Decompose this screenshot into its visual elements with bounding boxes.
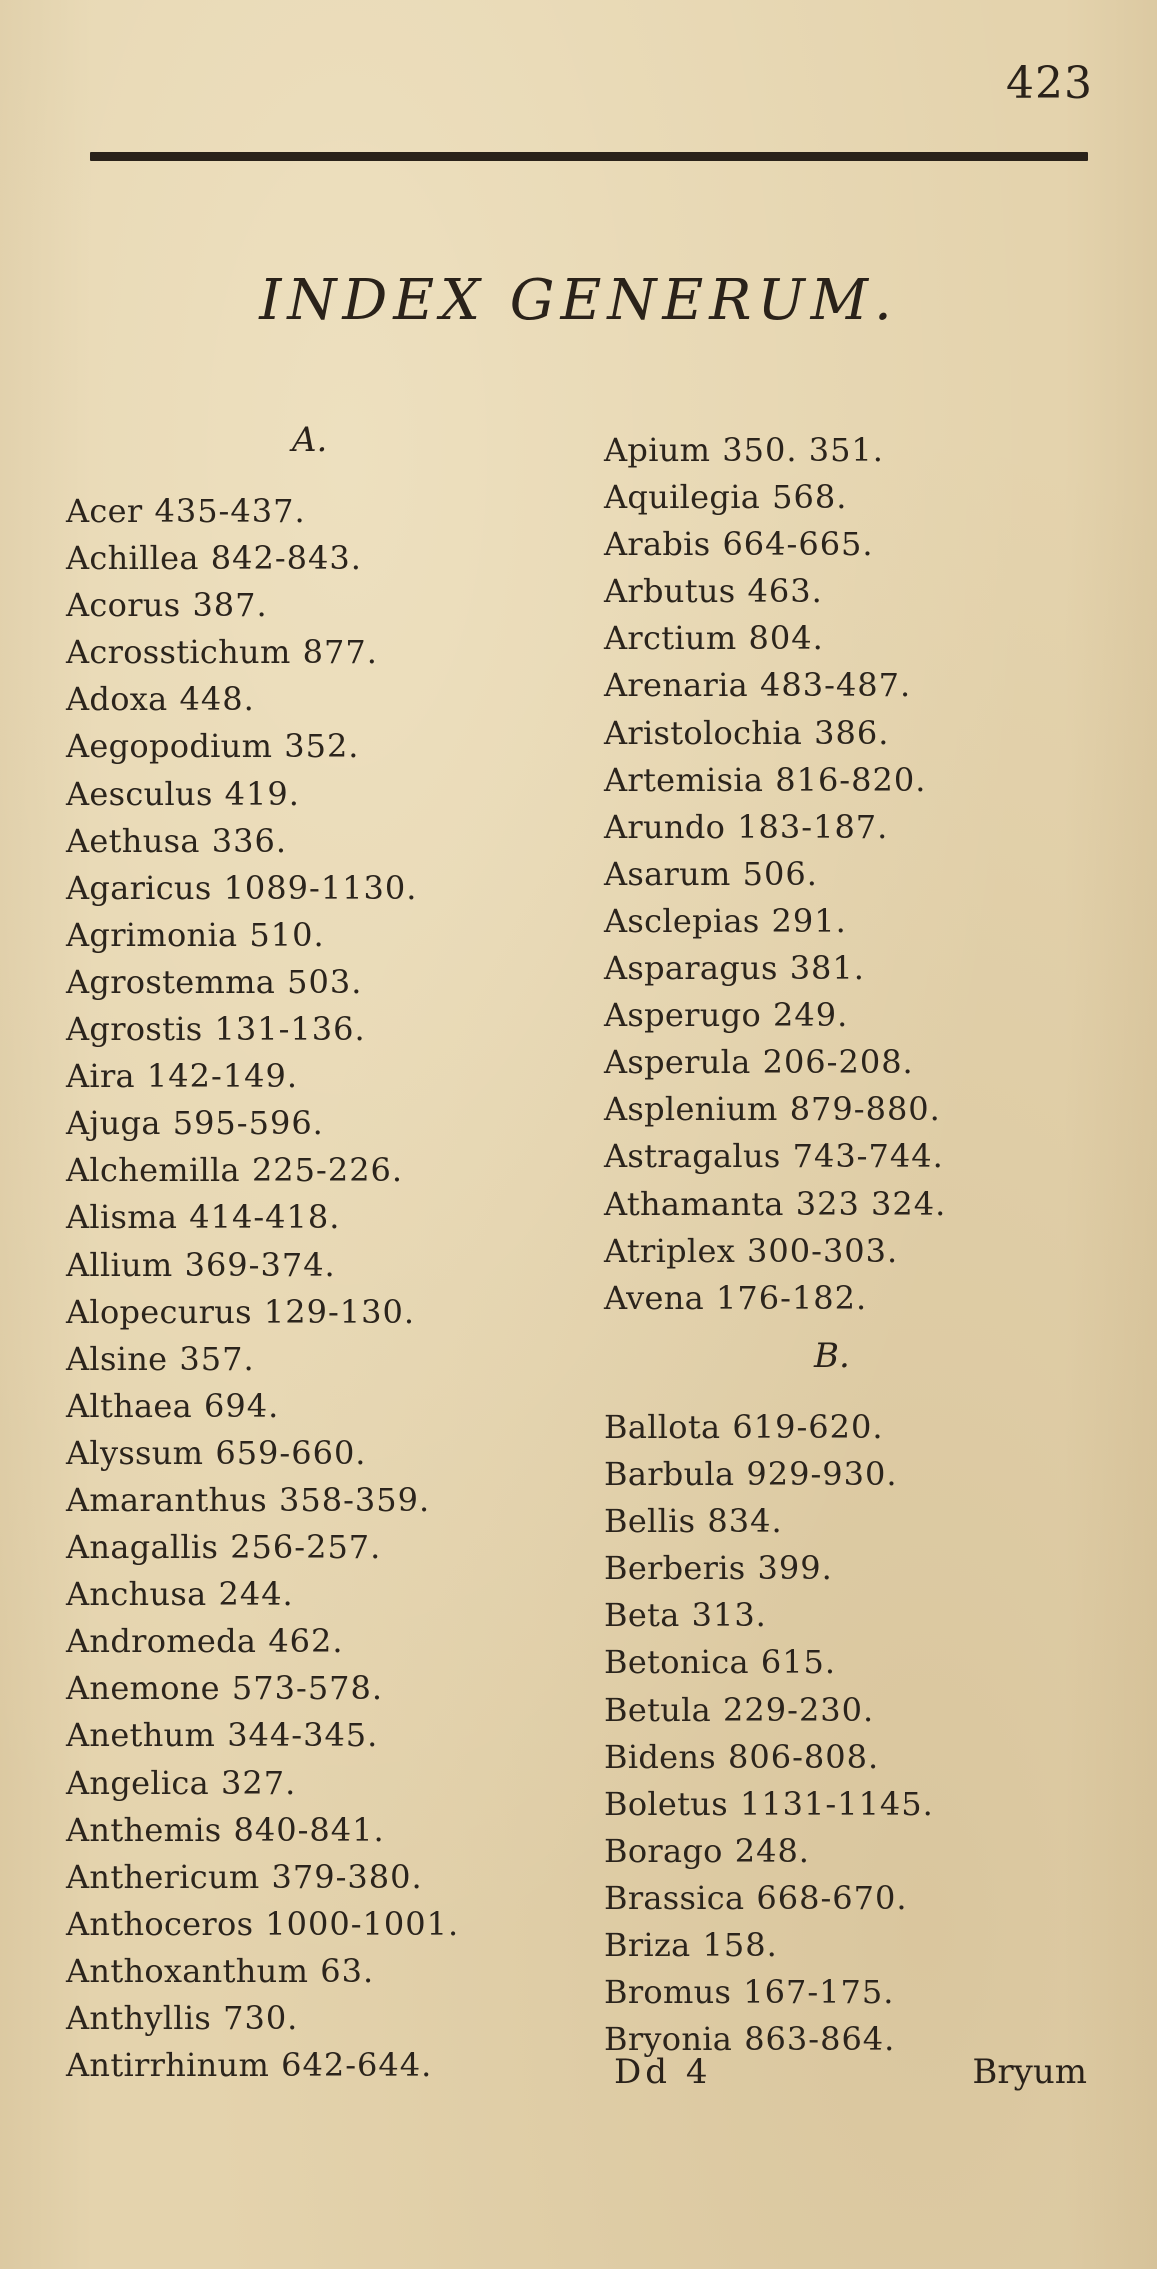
section-heading-b: B. xyxy=(814,1336,850,1376)
index-entry xyxy=(604,521,946,568)
page-reference: 131-136. xyxy=(214,1010,366,1049)
genus-name: Briza xyxy=(604,1926,691,1965)
genus-name: Agrostemma xyxy=(66,962,276,1001)
index-entry xyxy=(66,818,459,865)
genus-name: Alopecurus xyxy=(66,1292,252,1331)
index-entry xyxy=(604,1969,934,2016)
genus-name: Asclepias xyxy=(604,901,760,940)
index-entry xyxy=(604,615,946,662)
genus-name: Aquilegia xyxy=(604,478,761,517)
genus-name: Anthericum xyxy=(66,1857,260,1896)
genus-name: Arundo xyxy=(604,807,726,846)
page-reference: 244. xyxy=(218,1575,294,1614)
entry-list-a-right xyxy=(604,427,946,1322)
genus-name: Acrosstichum xyxy=(66,633,291,672)
index-entry xyxy=(604,851,946,898)
signature-mark: Dd 4 xyxy=(614,2052,712,2092)
page-reference: 730. xyxy=(223,1999,299,2037)
index-entry xyxy=(604,1875,934,1922)
page-reference: 510. xyxy=(249,915,325,954)
page-reference: 664-665. xyxy=(722,525,874,564)
index-entry xyxy=(66,1948,459,1995)
page-reference: 256-257. xyxy=(230,1528,382,1567)
genus-name: Achillea xyxy=(66,539,199,578)
index-entry xyxy=(604,1592,934,1639)
index-entry xyxy=(604,1687,934,1734)
index-entry xyxy=(66,488,459,535)
index-entry xyxy=(604,1734,934,1781)
page-reference: 387. xyxy=(192,586,268,625)
genus-name: Aira xyxy=(66,1057,135,1096)
page-reference: 313. xyxy=(691,1596,767,1635)
genus-name: Atriplex xyxy=(604,1231,736,1270)
genus-name: Anthemis xyxy=(66,1810,222,1849)
page-reference: 842-843. xyxy=(210,539,362,578)
index-entry xyxy=(66,2042,459,2089)
genus-name: Betonica xyxy=(604,1643,749,1682)
page-reference: 249. xyxy=(773,996,849,1035)
index-entry xyxy=(66,535,459,582)
page-reference: 176-182. xyxy=(716,1278,868,1317)
page-reference: 463. xyxy=(747,572,823,611)
index-entry xyxy=(66,1712,459,1759)
page-reference: 483-487. xyxy=(760,666,912,705)
genus-name: Brassica xyxy=(604,1878,745,1917)
index-entry xyxy=(604,1828,934,1875)
page-reference: 840-841. xyxy=(233,1810,385,1849)
index-entry xyxy=(66,1760,459,1807)
page-reference: 206-208. xyxy=(762,1043,914,1082)
genus-name: Andromeda xyxy=(66,1622,257,1661)
genus-name: Acorus xyxy=(66,586,181,625)
genus-name: Alyssum xyxy=(66,1433,204,1472)
page-reference: 1131-1145. xyxy=(739,1784,934,1823)
page-reference: 142-149. xyxy=(146,1057,299,1096)
genus-name: Arctium xyxy=(604,619,737,658)
index-entry xyxy=(604,1922,934,1969)
page-reference: 642-644. xyxy=(281,2046,433,2085)
page-number: 423 xyxy=(1006,58,1093,109)
index-entry xyxy=(66,1430,459,1477)
genus-name: Arabis xyxy=(604,525,711,564)
genus-name: Ajuga xyxy=(66,1104,161,1143)
page-reference: 659-660. xyxy=(215,1433,367,1472)
page-reference: 248. xyxy=(734,1831,810,1870)
genus-name: Agrostis xyxy=(66,1010,203,1049)
index-entry xyxy=(604,757,946,804)
index-entry xyxy=(66,771,459,818)
page-reference: 462. xyxy=(268,1622,344,1661)
page-reference: 419. xyxy=(224,774,300,813)
genus-name: Anthoceros xyxy=(66,1904,254,1943)
page-reference: 183-187. xyxy=(737,807,889,846)
genus-name: Betula xyxy=(604,1690,712,1729)
page-reference: 1000-1001. xyxy=(265,1904,460,1943)
page-reference: 414-418. xyxy=(189,1198,341,1237)
page-reference: 381. xyxy=(789,949,865,988)
genus-name: Alsine xyxy=(66,1339,168,1378)
index-entry xyxy=(66,1665,459,1712)
index-entry xyxy=(604,992,946,1039)
page-reference: 694. xyxy=(204,1386,280,1425)
index-entry xyxy=(604,945,946,992)
genus-name: Anthyllis xyxy=(66,1999,212,2037)
index-entry xyxy=(604,1781,934,1828)
catchword: Bryum xyxy=(972,2052,1087,2092)
page-reference: 806-808. xyxy=(728,1737,880,1776)
genus-name: Boletus xyxy=(604,1784,728,1823)
index-entry xyxy=(604,568,946,615)
page-reference: 63. xyxy=(320,1951,375,1990)
index-entry xyxy=(66,1854,459,1901)
genus-name: Berberis xyxy=(604,1549,746,1588)
header-rule xyxy=(90,152,1088,161)
page-reference: 399. xyxy=(757,1549,833,1588)
page-reference: 503. xyxy=(287,962,363,1001)
index-entry xyxy=(604,1545,934,1592)
genus-name: Althaea xyxy=(66,1386,193,1425)
index-entry xyxy=(66,1524,459,1571)
genus-name: Adoxa xyxy=(66,680,168,719)
index-entry xyxy=(604,427,946,474)
index-entry xyxy=(66,1618,459,1665)
page-reference: 834. xyxy=(707,1502,783,1541)
genus-name: Apium xyxy=(604,431,711,469)
index-entry xyxy=(66,1995,459,2042)
genus-name: Agrimonia xyxy=(66,915,238,954)
genus-name: Astragalus xyxy=(604,1137,781,1176)
genus-name: Asarum xyxy=(604,854,731,893)
index-entry xyxy=(66,1901,459,1948)
genus-name: Borago xyxy=(604,1831,723,1870)
page-reference: 369-374. xyxy=(184,1245,336,1284)
page-reference: 300-303. xyxy=(747,1231,899,1270)
page-reference: 804. xyxy=(748,619,824,658)
page-reference: 158. xyxy=(702,1926,778,1965)
genus-name: Alisma xyxy=(66,1198,178,1237)
index-entry xyxy=(604,1228,946,1275)
page-reference: 435-437. xyxy=(154,492,306,530)
index-title: INDEX GENERUM. xyxy=(259,268,898,333)
index-entry xyxy=(66,1477,459,1524)
genus-name: Asparagus xyxy=(604,949,778,988)
index-entry xyxy=(66,1100,459,1147)
page-reference: 568. xyxy=(772,478,848,517)
page-reference: 595-596. xyxy=(172,1104,324,1143)
genus-name: Anethum xyxy=(66,1716,216,1755)
page-reference: 816-820. xyxy=(775,760,927,799)
page-reference: 615. xyxy=(760,1643,837,1682)
index-entry xyxy=(604,1451,934,1498)
page-reference: 668-670. xyxy=(756,1878,908,1917)
index-entry xyxy=(604,1039,946,1086)
page-reference: 357. xyxy=(179,1339,255,1378)
index-entry xyxy=(604,1133,946,1180)
page-reference: 291. xyxy=(771,901,847,940)
index-entry xyxy=(66,1147,459,1194)
index-entry xyxy=(604,898,946,945)
index-entry xyxy=(66,723,459,770)
page-reference: 350. 351. xyxy=(722,431,884,469)
index-entry xyxy=(66,582,459,629)
genus-name: Artemisia xyxy=(604,760,764,799)
genus-name: Avena xyxy=(604,1278,705,1317)
index-entry xyxy=(604,1181,946,1228)
index-entry xyxy=(66,1006,459,1053)
index-entry xyxy=(604,474,946,521)
index-entry xyxy=(604,1404,934,1451)
section-heading-a: A. xyxy=(292,420,328,460)
page-reference: 506. xyxy=(742,854,818,893)
page-reference: 1089-1130. xyxy=(223,868,418,907)
index-entry xyxy=(66,1242,459,1289)
genus-name: Arbutus xyxy=(604,572,736,611)
genus-name: Asplenium xyxy=(604,1090,778,1129)
genus-name: Alchemilla xyxy=(66,1151,240,1190)
page-reference: 352. xyxy=(284,727,360,766)
genus-name: Asperugo xyxy=(604,996,762,1035)
genus-name: Antirrhinum xyxy=(66,2046,270,2085)
genus-name: Bellis xyxy=(604,1502,696,1541)
page-reference: 323 324. xyxy=(795,1184,947,1223)
index-entry xyxy=(604,1498,934,1545)
genus-name: Aristolochia xyxy=(604,713,803,752)
genus-name: Aethusa xyxy=(66,821,200,860)
page-reference: 225-226. xyxy=(251,1151,404,1190)
index-entry xyxy=(66,1383,459,1430)
page-reference: 358-359. xyxy=(279,1480,431,1519)
index-entry xyxy=(604,1086,946,1133)
genus-name: Agaricus xyxy=(66,868,212,907)
genus-name: Allium xyxy=(66,1245,173,1284)
index-entry xyxy=(66,1336,459,1383)
page-reference: 879-880. xyxy=(789,1090,941,1129)
page-reference: 129-130. xyxy=(263,1292,416,1331)
genus-name: Anchusa xyxy=(66,1575,207,1614)
page-reference: 229-230. xyxy=(723,1690,875,1729)
index-entry xyxy=(604,662,946,709)
genus-name: Arenaria xyxy=(604,666,749,705)
genus-name: Athamanta xyxy=(604,1184,784,1223)
page-reference: 386. xyxy=(814,713,890,752)
index-entry xyxy=(66,1289,459,1336)
genus-name: Bromus xyxy=(604,1973,732,2012)
index-entry xyxy=(66,1807,459,1854)
page-reference: 619-620. xyxy=(732,1408,884,1446)
index-entry xyxy=(66,1571,459,1618)
page-reference: 863-864. xyxy=(744,2020,896,2059)
genus-name: Asperula xyxy=(604,1043,751,1082)
entry-list-b xyxy=(604,1404,934,2063)
page-reference: 743-744. xyxy=(792,1137,944,1176)
genus-name: Amaranthus xyxy=(66,1480,268,1519)
entry-list-a-left xyxy=(66,488,459,2089)
genus-name: Anthoxanthum xyxy=(66,1951,309,1990)
genus-name: Ballota xyxy=(604,1408,721,1446)
page-reference: 336. xyxy=(211,821,287,860)
genus-name: Barbula xyxy=(604,1455,735,1494)
index-entry xyxy=(66,1053,459,1100)
page-reference: 344-345. xyxy=(227,1716,379,1755)
index-entry xyxy=(604,1275,946,1322)
genus-name: Aesculus xyxy=(66,774,213,813)
page-reference: 573-578. xyxy=(231,1669,384,1708)
index-entry xyxy=(66,1194,459,1241)
index-entry xyxy=(66,912,459,959)
index-entry xyxy=(604,1639,934,1686)
page-reference: 167-175. xyxy=(743,1973,895,2012)
index-entry xyxy=(604,710,946,757)
index-entry xyxy=(66,959,459,1006)
index-entry xyxy=(604,804,946,851)
genus-name: Acer xyxy=(66,492,143,530)
page-reference: 929-930. xyxy=(746,1455,898,1494)
page-reference: 448. xyxy=(179,680,255,719)
genus-name: Anagallis xyxy=(66,1528,219,1567)
genus-name: Bidens xyxy=(604,1737,717,1776)
index-entry xyxy=(66,629,459,676)
genus-name: Bryonia xyxy=(604,2020,733,2059)
page-reference: 877. xyxy=(302,633,378,672)
genus-name: Angelica xyxy=(66,1763,210,1802)
page-reference: 379-380. xyxy=(271,1857,423,1896)
genus-name: Beta xyxy=(604,1596,680,1635)
genus-name: Aegopodium xyxy=(66,727,273,766)
page-reference: 327. xyxy=(221,1763,297,1802)
index-entry xyxy=(66,676,459,723)
index-entry xyxy=(66,865,459,912)
genus-name: Anemone xyxy=(66,1669,220,1708)
